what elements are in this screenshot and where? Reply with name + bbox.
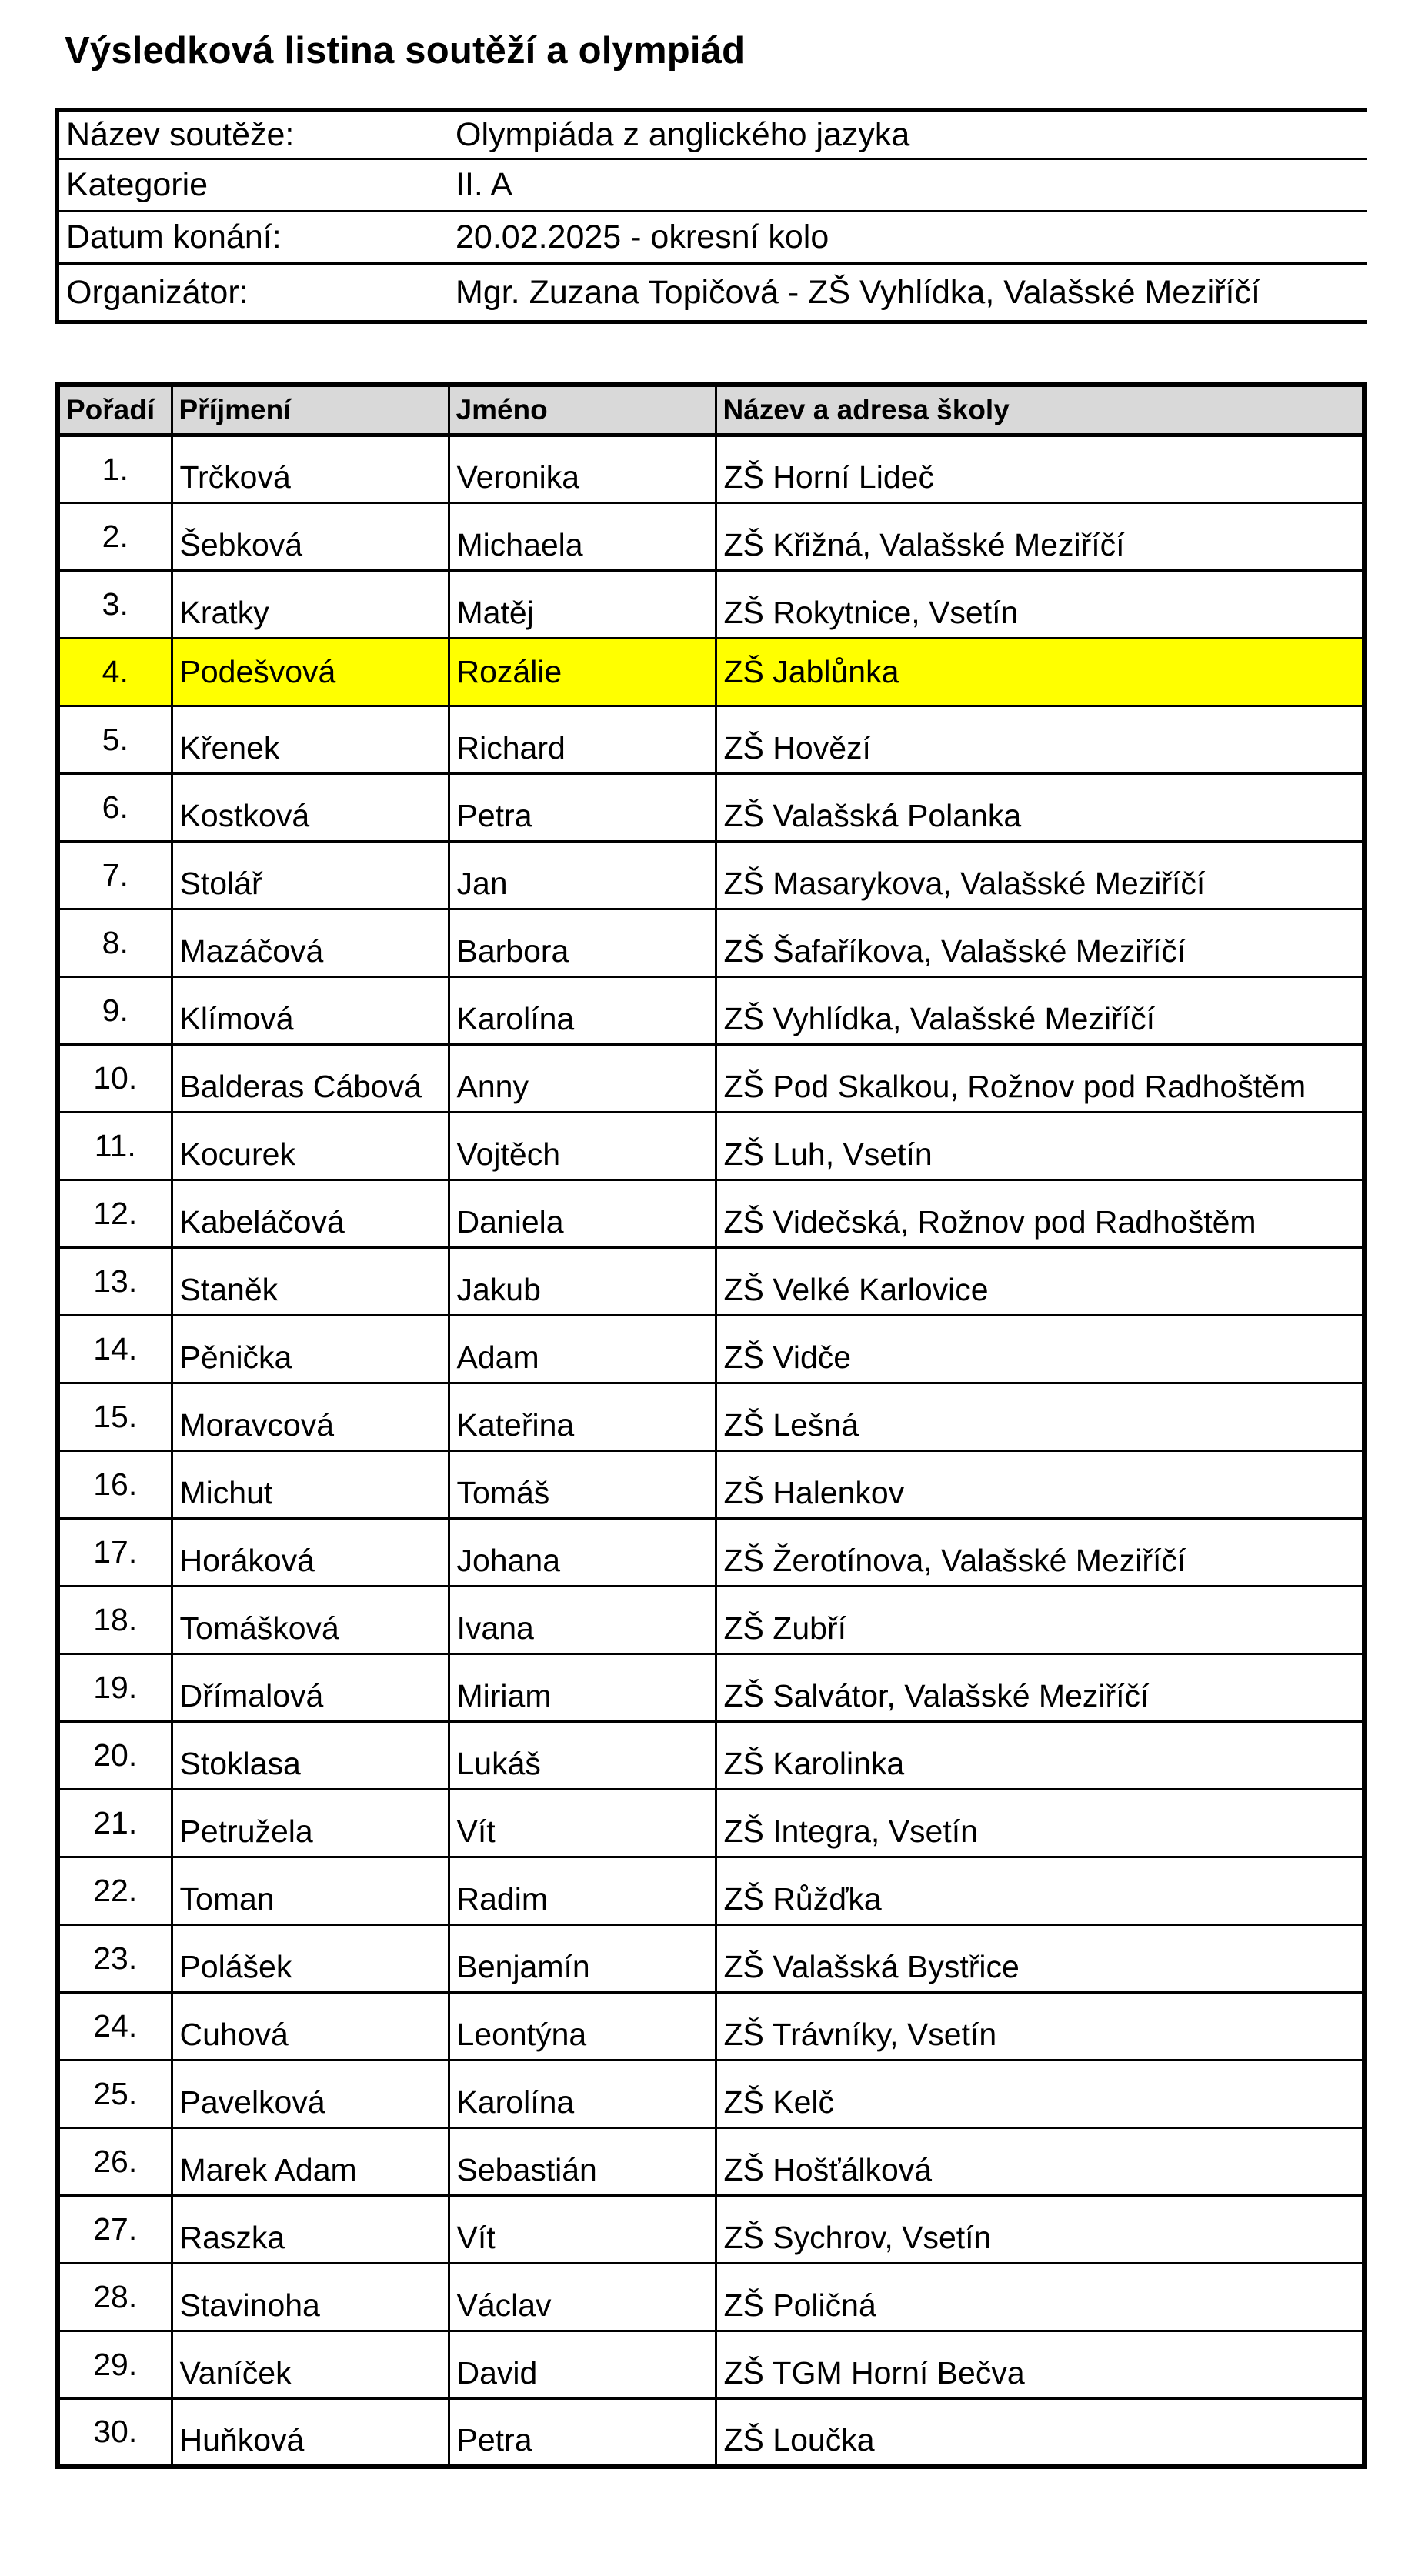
school-cell: ZŠ Valašská Polanka [716,774,1364,842]
info-row-organizer [58,264,1367,322]
surname-cell: Stoklasa [172,1722,449,1790]
rank-cell: 15. [58,1383,172,1451]
surname-cell: Cuhová [172,1993,449,2060]
name-cell: Radim [449,1857,716,1925]
surname-cell: Šebková [172,503,449,571]
rank-cell: 6. [58,774,172,842]
rank-cell: 18. [58,1587,172,1654]
table-row [58,1587,1364,1654]
results-body [58,435,1364,2467]
surname-cell: Dřímalová [172,1654,449,1722]
school-cell: ZŠ Sychrov, Vsetín [716,2196,1364,2264]
surname-cell: Raszka [172,2196,449,2264]
info-value: II. A [449,159,1367,212]
rank-cell: 5. [58,706,172,774]
surname-cell: Michut [172,1451,449,1519]
name-cell: Karolína [449,2060,716,2128]
table-row [58,2060,1364,2128]
name-cell: Tomáš [449,1451,716,1519]
surname-cell: Vaníček [172,2331,449,2399]
table-row [58,503,1364,571]
school-cell: ZŠ Jablůnka [716,639,1364,706]
info-label: Název soutěže: [58,110,449,159]
table-row [58,1790,1364,1857]
rank-cell: 11. [58,1113,172,1180]
surname-cell: Polášek [172,1925,449,1993]
rank-cell: 30. [58,2399,172,2467]
rank-cell: 8. [58,909,172,977]
name-cell: Richard [449,706,716,774]
rank-cell: 25. [58,2060,172,2128]
name-cell: Johana [449,1519,716,1587]
table-row [58,706,1364,774]
school-cell: ZŠ Růžďka [716,1857,1364,1925]
results-table [55,382,1367,2469]
name-cell: Anny [449,1045,716,1113]
rank-cell: 9. [58,977,172,1045]
school-cell: ZŠ Velké Karlovice [716,1248,1364,1316]
school-cell: ZŠ Loučka [716,2399,1364,2467]
table-row [58,2264,1364,2331]
name-cell: Daniela [449,1180,716,1248]
rank-cell: 17. [58,1519,172,1587]
surname-cell: Křenek [172,706,449,774]
table-row [58,977,1364,1045]
surname-cell: Pěnička [172,1316,449,1383]
school-cell: ZŠ Žerotínova, Valašské Meziříčí [716,1519,1364,1587]
table-row [58,2331,1364,2399]
info-value: Mgr. Zuzana Topičová - ZŠ Vyhlídka, Valašské Meziříčí [456,273,1260,311]
school-cell: ZŠ Trávníky, Vsetín [716,1993,1364,2060]
rank-cell: 22. [58,1857,172,1925]
info-label: Organizátor: [66,273,249,311]
school-cell: ZŠ Křižná, Valašské Meziříčí [716,503,1364,571]
surname-cell: Toman [172,1857,449,1925]
header-surname: Příjmení [172,385,449,435]
table-row [58,1993,1364,2060]
table-row [58,1180,1364,1248]
school-cell: ZŠ Pod Skalkou, Rožnov pod Radhoštěm [716,1045,1364,1113]
table-row [58,435,1364,503]
info-value: Olympiáda z anglického jazyka [449,110,1367,159]
rank-cell: 20. [58,1722,172,1790]
surname-cell: Kostková [172,774,449,842]
rank-cell: 21. [58,1790,172,1857]
surname-cell: Kratky [172,571,449,639]
school-cell: ZŠ Valašská Bystřice [716,1925,1364,1993]
name-cell: Lukáš [449,1722,716,1790]
name-cell: Matěj [449,571,716,639]
surname-cell: Podešvová [172,639,449,706]
name-cell: Adam [449,1316,716,1383]
header-school: Název a adresa školy [716,385,1364,435]
rank-cell: 10. [58,1045,172,1113]
header-rank: Pořadí [58,385,172,435]
rank-cell: 12. [58,1180,172,1248]
surname-cell: Horáková [172,1519,449,1587]
info-row-category [58,159,1367,212]
name-cell: Karolína [449,977,716,1045]
name-cell: Barbora [449,909,716,977]
rank-cell: 2. [58,503,172,571]
surname-cell: Stolář [172,842,449,909]
school-cell: ZŠ Luh, Vsetín [716,1113,1364,1180]
name-cell: Václav [449,2264,716,2331]
surname-cell: Kocurek [172,1113,449,1180]
table-row [58,1383,1364,1451]
rank-cell: 4. [58,639,172,706]
name-cell: Vít [449,1790,716,1857]
name-cell: Kateřina [449,1383,716,1451]
surname-cell: Petružela [172,1790,449,1857]
table-row [58,774,1364,842]
surname-cell: Huňková [172,2399,449,2467]
rank-cell: 1. [58,435,172,503]
surname-cell: Klímová [172,977,449,1045]
table-row [58,571,1364,639]
info-label: Datum konání: [58,212,449,264]
surname-cell: Marek Adam [172,2128,449,2196]
name-cell: Vít [449,2196,716,2264]
surname-cell: Balderas Cábová [172,1045,449,1113]
surname-cell: Kabeláčová [172,1180,449,1248]
name-cell: Vojtěch [449,1113,716,1180]
table-row [58,1722,1364,1790]
name-cell: Petra [449,2399,716,2467]
table-row [58,1654,1364,1722]
school-cell: ZŠ Salvátor, Valašské Meziříčí [716,1654,1364,1722]
rank-cell: 3. [58,571,172,639]
surname-cell: Staněk [172,1248,449,1316]
table-row [58,1045,1364,1113]
info-value: 20.02.2025 - okresní kolo [449,212,1367,264]
table-row [58,909,1364,977]
name-cell: Rozálie [449,639,716,706]
school-cell: ZŠ Zubří [716,1587,1364,1654]
rank-cell: 28. [58,2264,172,2331]
surname-cell: Moravcová [172,1383,449,1451]
school-cell: ZŠ TGM Horní Bečva [716,2331,1364,2399]
school-cell: ZŠ Videčská, Rožnov pod Radhoštěm [716,1180,1364,1248]
name-cell: Michaela [449,503,716,571]
rank-cell: 24. [58,1993,172,2060]
school-cell: ZŠ Kelč [716,2060,1364,2128]
school-cell: ZŠ Horní Lideč [716,435,1364,503]
name-cell: Jakub [449,1248,716,1316]
school-cell: ZŠ Šafaříkova, Valašské Meziříčí [716,909,1364,977]
school-cell: ZŠ Integra, Vsetín [716,1790,1364,1857]
table-row [58,2196,1364,2264]
school-cell: ZŠ Hovězí [716,706,1364,774]
school-cell: ZŠ Lešná [716,1383,1364,1451]
school-cell: ZŠ Rokytnice, Vsetín [716,571,1364,639]
surname-cell: Pavelková [172,2060,449,2128]
school-cell: ZŠ Masarykova, Valašské Meziříčí [716,842,1364,909]
name-cell: Jan [449,842,716,909]
name-cell: Benjamín [449,1925,716,1993]
name-cell: David [449,2331,716,2399]
table-row [58,639,1364,706]
rank-cell: 23. [58,1925,172,1993]
school-cell: ZŠ Halenkov [716,1451,1364,1519]
school-cell: ZŠ Vyhlídka, Valašské Meziříčí [716,977,1364,1045]
competition-info-table [55,108,1367,324]
rank-cell: 13. [58,1248,172,1316]
name-cell: Sebastián [449,2128,716,2196]
table-row [58,1451,1364,1519]
page-title: Výsledková listina soutěží a olympiád [65,30,746,72]
info-row-competition [58,110,1367,159]
rank-cell: 19. [58,1654,172,1722]
table-row [58,1857,1364,1925]
table-row [58,842,1364,909]
table-row [58,1925,1364,1993]
name-cell: Petra [449,774,716,842]
surname-cell: Mazáčová [172,909,449,977]
table-row [58,1113,1364,1180]
surname-cell: Stavinoha [172,2264,449,2331]
school-cell: ZŠ Poličná [716,2264,1364,2331]
rank-cell: 7. [58,842,172,909]
name-cell: Leontýna [449,1993,716,2060]
rank-cell: 26. [58,2128,172,2196]
name-cell: Miriam [449,1654,716,1722]
name-cell: Ivana [449,1587,716,1654]
table-row [58,1248,1364,1316]
info-row-date [58,212,1367,264]
table-row [58,2399,1364,2467]
rank-cell: 27. [58,2196,172,2264]
school-cell: ZŠ Karolinka [716,1722,1364,1790]
table-row [58,1316,1364,1383]
info-label: Kategorie [58,159,449,212]
rank-cell: 29. [58,2331,172,2399]
school-cell: ZŠ Hošťálková [716,2128,1364,2196]
name-cell: Veronika [449,435,716,503]
results-header-row [58,385,1364,435]
rank-cell: 16. [58,1451,172,1519]
surname-cell: Trčková [172,435,449,503]
rank-cell: 14. [58,1316,172,1383]
school-cell: ZŠ Vidče [716,1316,1364,1383]
table-row [58,2128,1364,2196]
header-name: Jméno [449,385,716,435]
table-row [58,1519,1364,1587]
surname-cell: Tomášková [172,1587,449,1654]
